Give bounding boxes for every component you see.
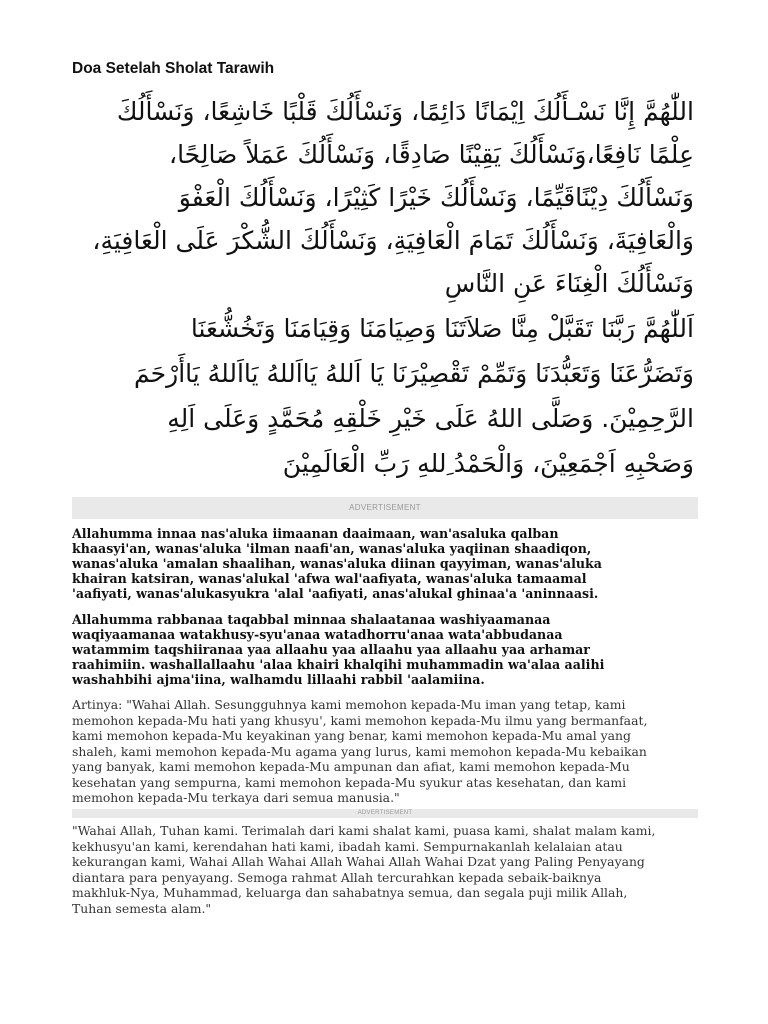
arabic-line: اَللّٰهُمَّ رَبَّنَا تَقَبَّلْ مِنَّا صَلاَتَنَا وَصِيَامَنَا وَقِيَامَنَا وَتَخُشُّعَنَا <box>190 314 694 343</box>
text-line: kesehatan yang sempurna, kami memohon kepada-Mu syukur atas kesehatan, dan kami <box>72 774 627 790</box>
text-line: watammim taqshiiranaa yaa allaahu yaa allaahu yaa allaahu yaa arhamar <box>72 642 590 657</box>
text-line: "Wahai Allah, Tuhan kami. Terimalah dari kami shalat kami, puasa kami, shalat malam kami, <box>72 823 656 838</box>
arabic-prayer-2 <box>68 306 694 486</box>
arabic-line: الرَّحِمِيْنَ. وَصَلَّى اللهُ عَلَى خَيْرِ خَلْقِهِ مُحَمَّدٍ وَعَلَى اَلِهِ <box>167 404 694 433</box>
text-line: Tuhan semesta alam." <box>72 900 212 916</box>
advertisement-banner[interactable]: ADVERTISEMENT <box>72 809 698 818</box>
text-line: memohon kepada-Mu hati yang khusyu', kami memohon kepada-Mu ilmu yang bermanfaat, <box>72 712 648 728</box>
arabic-line: وَنَسْأَلُكَ دِيْنًاقَيِّمًا، وَنَسْأَلُكَ خَيْرًا كَثِيْرًا، وَنَسْأَلُكَ الْعَفْوَ <box>178 183 694 212</box>
page-title: Doa Setelah Sholat Tarawih <box>72 60 275 77</box>
text-line: Allahumma rabbanaa taqabbal minnaa shalaatanaa washiyaamanaa <box>72 612 551 627</box>
arabic-line: اللّٰهُمَّ إِنَّا نَسْـأَلُكَ اِيْمَانًا دَائِمًا، وَنَسْأَلُكَ قَلْبًا خَاشِعًا، وَنَسْأَلُكَ <box>116 97 694 126</box>
arabic-line: عِلْمًا نَافِعًا،وَنَسْأَلُكَ يَقِيْنًا صَادِقًا، وَنَسْأَلُكَ عَمَلاً صَالِحًا، <box>169 140 694 169</box>
text-line: kami memohon kepada-Mu keyakinan yang benar, kami memohon kepada-Mu amal yang <box>72 728 631 743</box>
arabic-line: وَتَضَرُّعَنَا وَتَعَبُّدَنَا وَتَمِّمْ تَقْصِيْرَنَا يَا اَللهُ يَااَللهُ يَااَللهُ يَاأَرْحَمَ <box>134 359 694 388</box>
arabic-line: وَصَحْبِهِ اَجْمَعِيْنَ، وَالْحَمْدُ ِللهِ رَبِّ الْعَالَمِيْنَ <box>282 449 694 478</box>
text-line: khaasyi'an, wanas'aluka 'ilman naafi'an, wanas'aluka yaqiinan shaadiqon, <box>72 541 592 556</box>
arabic-line: وَنَسْأَلُكَ الْغِنَاءَ عَنِ النَّاسِ <box>444 269 694 298</box>
text-line: yang banyak, kami memohon kepada-Mu ampunan dan afiat, kami memohon kepada-Mu <box>72 759 630 774</box>
text-line: waqiyaamanaa watakhusy-syu'anaa watadhorru'anaa wata'abbudanaa <box>72 627 563 642</box>
text-line: memohon kepada-Mu terkaya dari semua manusia." <box>72 790 400 805</box>
text-line: kekurangan kami, Wahai Allah Wahai Allah Wahai Allah Wahai Dzat yang Paling Penyayang <box>72 854 645 869</box>
text-line: Artinya: "Wahai Allah. Sesungguhnya kami memohon kepada-Mu iman yang tetap, kami <box>72 697 626 712</box>
arabic-prayer-1 <box>68 90 694 305</box>
arabic-line: وَالْعَافِيَةَ، وَنَسْأَلُكَ تَمَامَ الْعَافِيَةِ، وَنَسْأَلُكَ الشُّكْرَ عَلَى الْعَافِيَةِ، <box>92 226 694 255</box>
text-line: 'aafiyati, wanas'alukasyukra 'alal 'aafiyati, anas'alukal ghinaa'a 'aninnaasi. <box>72 586 599 601</box>
text-line: raahimiin. washallallaahu 'alaa khairi khalqihi muhammadin wa'alaa aalihi <box>72 657 605 672</box>
text-line: wanas'aluka 'amalan shaalihan, wanas'aluka diinan qayyiman, wanas'aluka <box>72 556 602 571</box>
advertisement-banner[interactable]: ADVERTISEMENT <box>72 497 698 519</box>
text-line: shaleh, kami memohon kepada-Mu agama yang lurus, kami memohon kepada-Mu kebaikan <box>72 743 647 759</box>
text-line: kekhusyu'an kami, kerendahan hati kami, ibadah kami. Sempurnakanlah kelalaian atau <box>72 838 623 854</box>
text-line: khairan katsiran, wanas'alukal 'afwa wal'aafiyata, wanas'aluka tamaamal <box>72 571 587 586</box>
translation-1 <box>72 697 698 806</box>
text-line: washahbihi ajma'iina, walhamdu lillaahi rabbil 'aalamiina. <box>72 672 485 687</box>
text-line: makhluk-Nya, Muhammad, keluarga dan sahabatnya semua, dan segala puji milik Allah, <box>72 885 628 900</box>
text-line: Allahumma innaa nas'aluka iimaanan daaimaan, wan'asaluka qalban <box>72 526 559 541</box>
translation-2 <box>72 823 698 916</box>
latin-transliteration-1 <box>72 526 698 601</box>
text-line: diantara para penyayang. Semoga rahmat Allah tercurahkan kepada sebaik-baiknya <box>72 869 602 885</box>
latin-transliteration-2 <box>72 612 698 687</box>
